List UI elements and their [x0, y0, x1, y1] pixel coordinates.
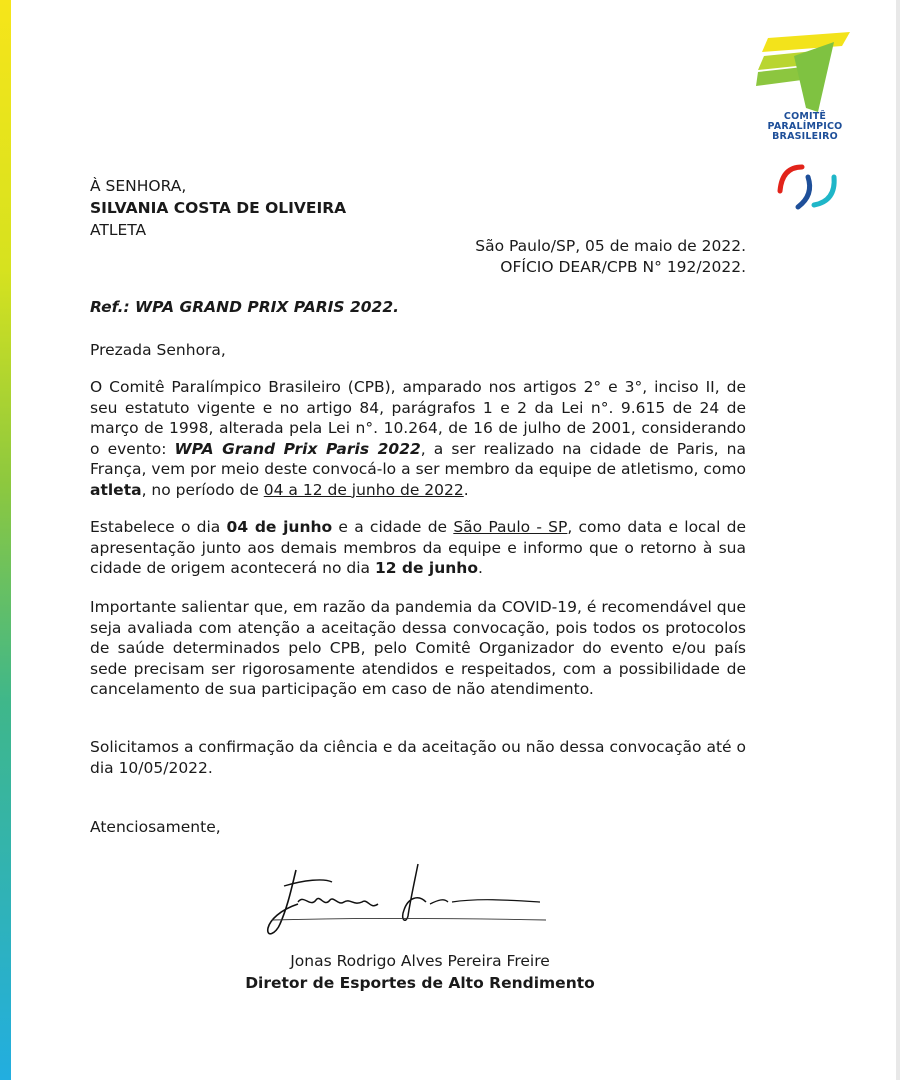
reference-line: Ref.: WPA GRAND PRIX PARIS 2022.	[90, 298, 400, 316]
p1-text-2: , a ser realizado na cidade de Paris, na França, vem por meio deste convocá-lo a ser membro da equipe de atletismo, como	[90, 439, 746, 478]
paragraph-convocation	[90, 377, 746, 500]
p2-text-4: .	[477, 559, 483, 577]
logo-line2: PARALÍMPICO	[767, 121, 843, 132]
cpb-emblem-icon	[754, 30, 856, 112]
recipient-role: ATLETA	[90, 221, 147, 239]
p2-text-1: Estabelece o dia	[90, 518, 227, 536]
agitos-icon	[774, 161, 840, 213]
p1-text-3: , no período de	[141, 480, 264, 499]
color-stripe	[0, 0, 11, 1080]
cpb-logo	[754, 30, 856, 142]
recipient-block	[90, 175, 346, 241]
recipient-salutation: À SENHORA,	[90, 177, 187, 195]
return-day: 12 de junho	[374, 559, 478, 577]
recipient-name: SILVANIA COSTA DE OLIVEIRA	[90, 199, 347, 217]
greeting: Prezada Senhora,	[90, 341, 226, 359]
signature-icon	[258, 858, 550, 948]
logo-line1: COMITÊ	[783, 111, 827, 122]
paragraph-confirmation: Solicitamos a confirmação da ciência e da aceitação ou não dessa convocação até o dia 10/05/2022.	[90, 738, 746, 777]
page-edge	[896, 0, 900, 1080]
p2-text-2: e a cidade de	[332, 518, 454, 536]
p1-text-4: .	[463, 480, 469, 499]
p2-text-3: , como data e local de apresentação junto aos demais membros da equipe e informo que o retorno à sua cidade de origem acontecerá no dia	[90, 518, 746, 577]
closing: Atenciosamente,	[90, 818, 221, 836]
event-name: WPA Grand Prix Paris 2022	[174, 439, 421, 458]
presentation-day: 04 de junho	[226, 518, 333, 536]
presentation-city: São Paulo - SP	[453, 518, 568, 536]
office-number: OFÍCIO DEAR/CPB N° 192/2022.	[500, 258, 746, 276]
p1-text-1: O Comitê Paralímpico Brasileiro (CPB), amparado nos artigos 2° e 3°, inciso II, de seu estatuto vigente e no artigo 84, parágrafos 1 e 2 da Lei n°. 9.615 de 24 de março de 1998, alterada pela Lei n°. 10.264, de 16 de julho de 2001, considerando o evento:	[90, 378, 746, 458]
paragraph-presentation	[90, 517, 746, 579]
event-period: 04 a 12 de junho de 2022	[263, 480, 464, 499]
signer-block	[150, 950, 690, 994]
logo-line3: BRASILEIRO	[772, 131, 838, 142]
letter-date: São Paulo/SP, 05 de maio de 2022.	[475, 237, 746, 255]
athlete-role: atleta	[90, 480, 142, 499]
logo-text	[754, 112, 856, 142]
date-block	[475, 236, 746, 278]
signer-name: Jonas Rodrigo Alves Pereira Freire	[290, 952, 550, 970]
paragraph-covid: Importante salientar que, em razão da pandemia da COVID-19, é recomendável que seja avaliada com atenção a aceitação dessa convocação, pois todos os protocolos de saúde determinados pelo CPB, pelo Comitê Organizador do evento e/ou país sede precisam ser rigorosamente atendidos e respeitados, com a possibilidade de cancelamento de sua participação em caso de não atendimento.	[90, 598, 746, 698]
signer-title: Diretor de Esportes de Alto Rendimento	[245, 974, 595, 992]
